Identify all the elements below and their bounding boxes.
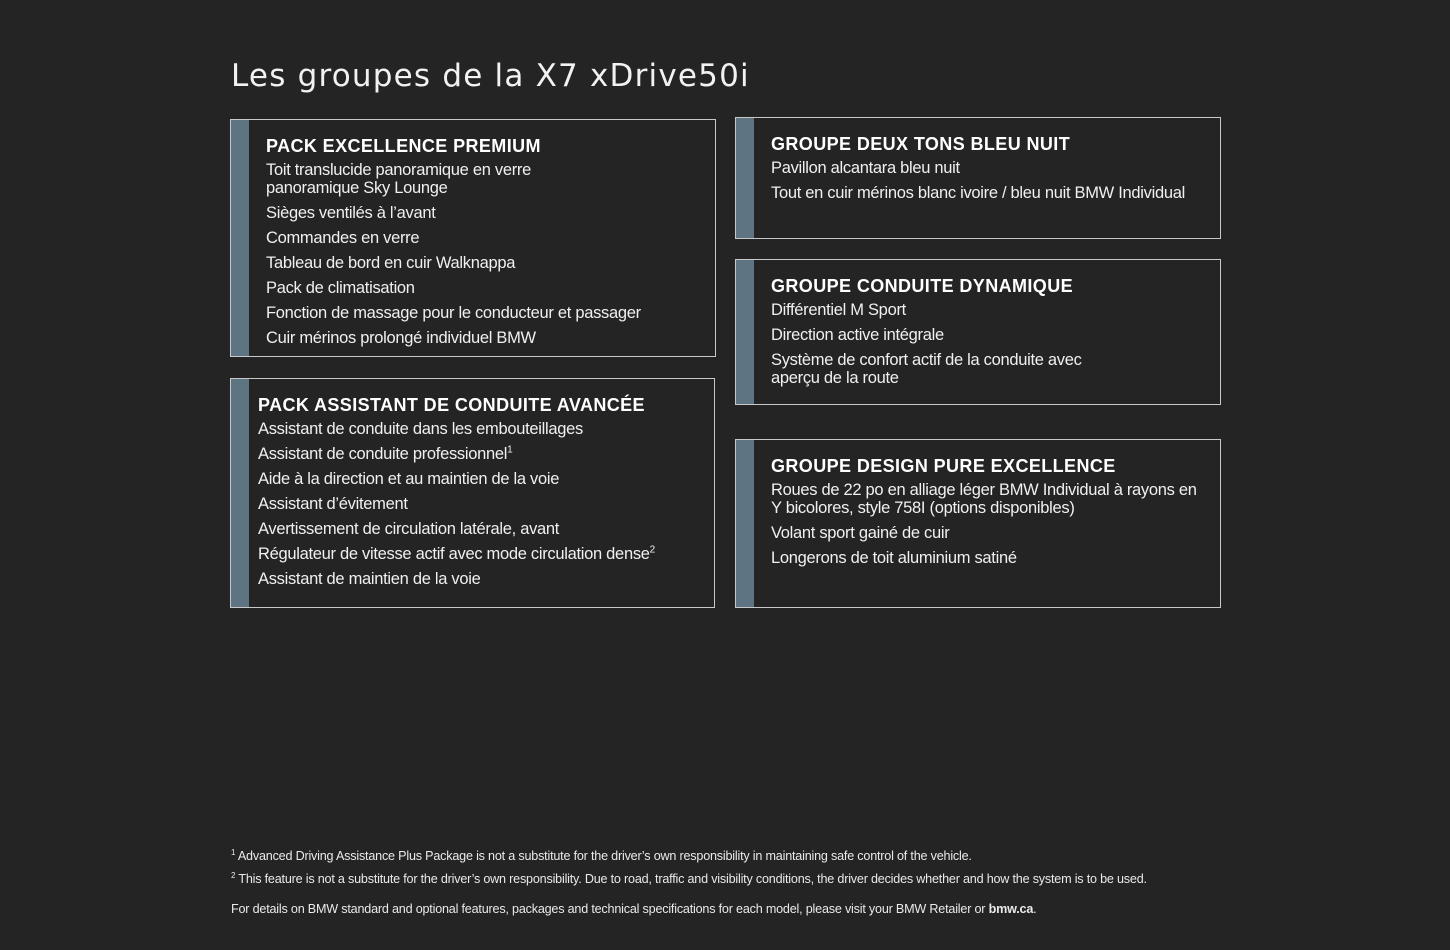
accent-strip (736, 118, 754, 238)
card-title: PACK EXCELLENCE PREMIUM (266, 136, 541, 156)
list-item: Assistant de maintien de la voie (258, 570, 481, 588)
details-note: For details on BMW standard and optional features, packages and technical specifications for each model, please visit your BMW Retailer or bmw.ca. (231, 902, 1037, 917)
bmw-ca-link[interactable]: bmw.ca (988, 902, 1034, 917)
card-title: GROUPE CONDUITE DYNAMIQUE (771, 276, 1074, 296)
list-item: Fonction de massage pour le conducteur et passager (266, 304, 641, 322)
card-title: GROUPE DESIGN PURE EXCELLENCE (771, 456, 1116, 476)
list-item: Assistant de conduite professionnel$^1$ (258, 444, 513, 463)
list-item: Assistant d’évitement (258, 495, 408, 513)
card-title: PACK ASSISTANT DE CONDUITE AVANCÉE (258, 395, 645, 415)
feature-list (771, 301, 1210, 387)
list-item: Toit translucide panoramique en verre panoramique Sky Lounge (266, 161, 531, 197)
list-item: Avertissement de circulation latérale, avant (258, 520, 560, 538)
groupe-conduite-dynamique-card (735, 259, 1221, 405)
list-item: Volant sport gainé de cuir (771, 524, 950, 542)
list-item: Système de confort actif de la conduite avec aperçu de la route (771, 351, 1082, 387)
card-title: GROUPE DEUX TONS BLEU NUIT (771, 134, 1071, 154)
feature-list (771, 481, 1210, 567)
feature-list (266, 161, 705, 347)
list-item: Pack de climatisation (266, 279, 415, 297)
footnote-ref: 1 (507, 444, 513, 456)
pack-excellence-premium-card (230, 119, 716, 357)
list-item: Longerons de toit aluminium satiné (771, 549, 1017, 567)
feature-list (771, 159, 1210, 202)
groupe-design-pure-excellence-card (735, 439, 1221, 608)
list-item: Sièges ventilés à l’avant (266, 204, 436, 222)
list-item: Assistant de conduite dans les embouteillages (258, 420, 583, 438)
pack-assistant-conduite-card (230, 378, 715, 608)
list-item: Différentiel M Sport (771, 301, 906, 319)
groupe-deux-tons-card (735, 117, 1221, 239)
accent-strip (231, 379, 249, 607)
list-item: Commandes en verre (266, 229, 420, 247)
list-item: Pavillon alcantara bleu nuit (771, 159, 960, 177)
accent-strip (736, 260, 754, 404)
list-item: Cuir mérinos prolongé individuel BMW (266, 329, 536, 347)
feature-list (258, 420, 704, 588)
footnote-ref: 2 (649, 544, 655, 556)
list-item: Régulateur de vitesse actif avec mode circulation dense$^2$ (258, 544, 655, 563)
footnotes (231, 846, 1231, 922)
accent-strip (231, 120, 249, 356)
page-title: Les groupes de la X7 xDrive50i (231, 58, 750, 94)
footnote-2: $^2$ This feature is not a substitute for the driver’s own responsibility. Due to road, traffic and visibility conditions, the driver decides whether and how the system is to be used. (231, 871, 1147, 887)
list-item: Aide à la direction et au maintien de la voie (258, 470, 560, 488)
list-item: Roues de 22 po en alliage léger BMW Individual à rayons en Y bicolores, style 758I (options disponibles) (771, 481, 1197, 517)
accent-strip (736, 440, 754, 607)
list-item: Direction active intégrale (771, 326, 944, 344)
list-item: Tout en cuir mérinos blanc ivoire / bleu nuit BMW Individual (771, 184, 1185, 202)
list-item: Tableau de bord en cuir Walknappa (266, 254, 516, 272)
footnote-1: $^1$ Advanced Driving Assistance Plus Package is not a substitute for the driver’s own responsibility in maintaining safe control of the vehicle. (231, 848, 972, 864)
